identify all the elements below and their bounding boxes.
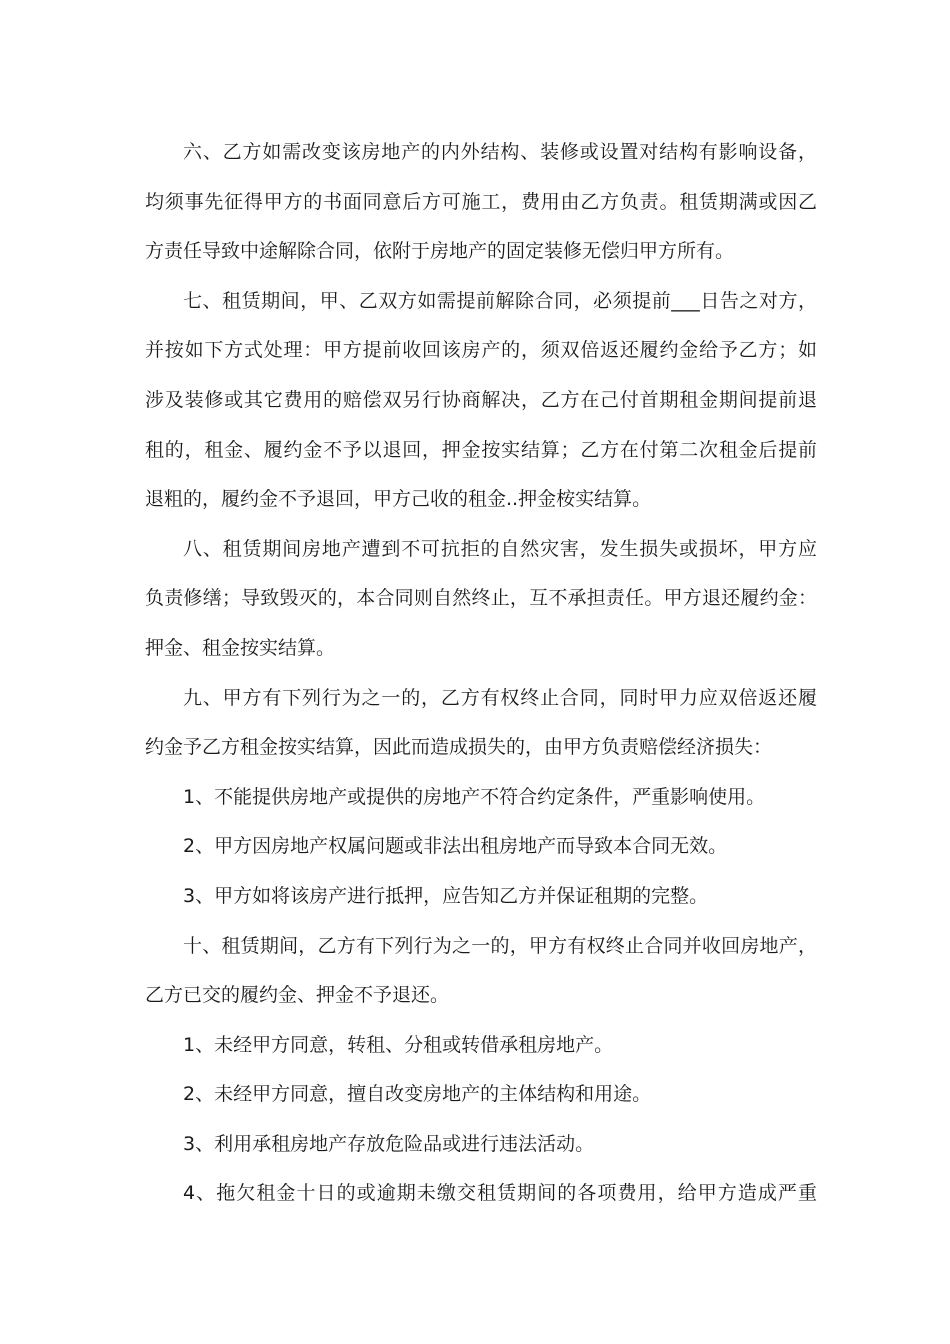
text-line: 方责任导致中途解除合同，依附于房地产的固定装修无偿归甲方所有。 [145,240,735,263]
text-line: 乙方已交的履约金、押金不予退还。 [145,984,450,1007]
text-line: 退粗的，履约金不予退回，甲方己收的租金..押金桉实结算。 [145,488,652,511]
text-line: 4、拖欠租金十日的或逾期未缴交租赁期间的各项费用，给甲方造成严重 [183,1182,817,1205]
text-line: 六、乙方如需改变该房地产的内外结构、装修或设置对结构有影响设备， [183,141,817,163]
text-line: 涉及装修或其它费用的赔偿双另行协商解决，乙方在己付首期租金期间提前退 [145,388,817,411]
text-line: 八、租赁期间房地产遭到不可抗拒的自然灾害，发生损失或损坏，甲方应 [183,537,817,560]
text-line: 3、甲方如将该房产进行抵押，应告知乙方并保证租期的完整。 [183,884,709,907]
text-line: 1、未经甲方同意，转租、分租或转借承租房地产。 [183,1033,614,1056]
text-line: 十、租赁期间，乙方有下列行为之一的，甲方有权终止合同并收回房地产， [183,934,817,957]
text-line: 负责修缮；导致毁灭的，本合同则自然终止，互不承担责任。甲方退还履约金： [145,587,817,610]
text-line: 1、不能提供房地产或提供的房地产不符合约定条件，严重影响使用。 [183,785,766,808]
text-line: 七、租赁期间，甲、乙双方如需提前解除合同，必须提前___日告之对方， [183,289,817,312]
text-line: 约金予乙方租金按实结算，因此而造成损失的，由甲方负责赔偿经济损失： [145,736,773,759]
text-line: 2、甲方因房地产权属问题或非法出租房地产而导致本合同无效。 [183,835,728,858]
text-line: 并按如下方式处理：甲方提前收回该房产的，须双倍返还履约金给予乙方；如 [145,339,817,362]
text-line: 九、甲方有下列行为之一的，乙方有权终止合同，同时甲力应双倍返还履 [183,686,817,709]
text-line: 租的，租金、履约金不予以退回，押金按实结算；乙方在付第二次租金后提前 [145,438,817,461]
text-line: 均须事先征得甲方的书面同意后方可施工，费用由乙方负责。租赁期满或因乙 [145,190,817,213]
text-line: 3、利用承租房地产存放危险品或进行违法活动。 [183,1132,595,1155]
text-line: 押金、租金按实结算。 [145,636,336,659]
document-body [145,128,817,1219]
text-line: 2、未经甲方同意，擅自改变房地产的主体结构和用途。 [183,1083,652,1106]
